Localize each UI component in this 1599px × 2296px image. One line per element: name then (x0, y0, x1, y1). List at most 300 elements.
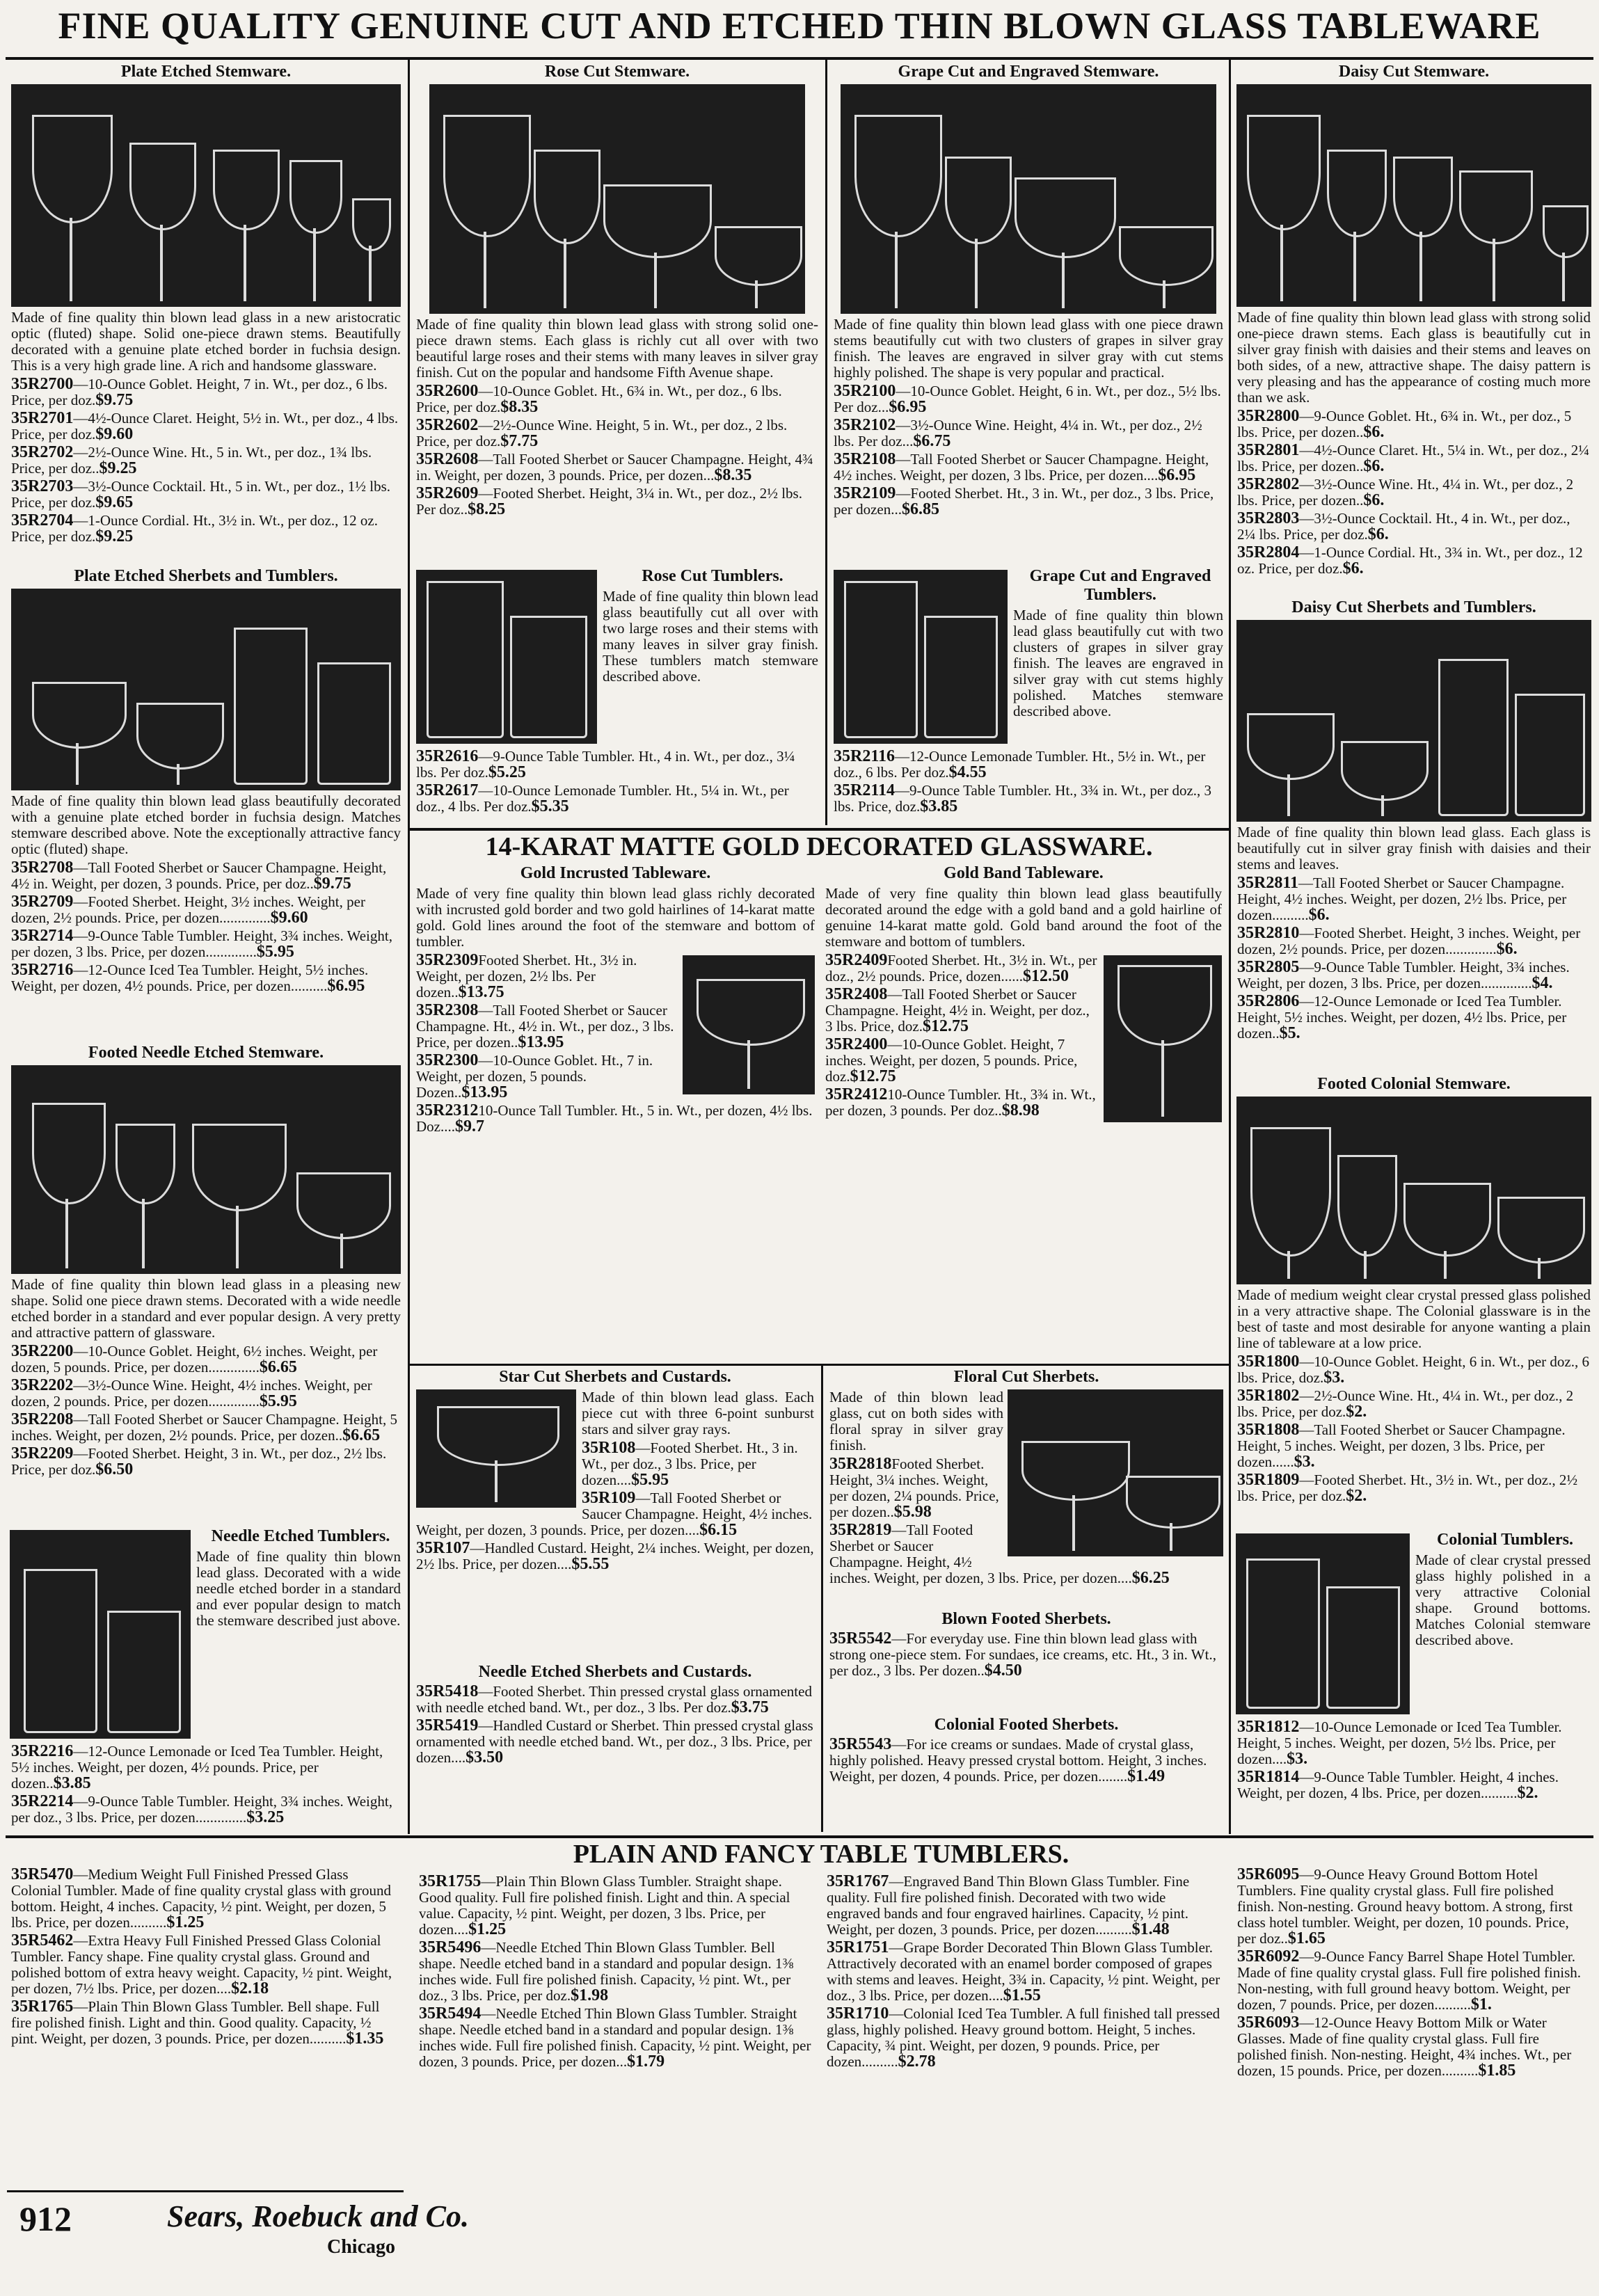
glassware-photo (841, 84, 1216, 314)
item-price: $6.95 (327, 977, 365, 995)
item-description: —3½-Ounce Wine. Height, 4¼ in. Wt., per doz., 2½ lbs. Per doz... (834, 417, 1202, 449)
description: Made of fine quality thin blown lead glass in a new aristocratic optic (fluted) shape. Solid one-piece drawn stems. Beautifully decorated with a genuine plate etched border in fuchsia design. This is a very high grade line. A rich and handsome glassware. (11, 309, 401, 374)
item-list (412, 383, 822, 518)
item-description: —9-Ounce Heavy Ground Bottom Hotel Tumblers. Fine quality crystal glass. Full fire polished finish. Non-nesting. Ground heavy bottom. A strong, first class hotel tumbler. Weight, per dozen, 10 pounds. Price, per doz.. (1237, 1866, 1573, 1947)
catalog-item (1237, 1949, 1591, 2013)
item-number: 35R2704 (11, 511, 74, 529)
item-list (825, 1631, 1227, 1679)
catalog-item (1237, 1422, 1591, 1470)
item-number: 35R2803 (1237, 509, 1300, 527)
catalog-item (1237, 1388, 1591, 1420)
item-number: 35R1751 (827, 1938, 889, 1956)
catalog-item (834, 783, 1223, 815)
item-description: —Footed Sherbet. Height, 3 in. Wt., per doz., 2½ lbs. Price, per doz. (11, 1445, 387, 1478)
item-price: $1.25 (166, 1913, 205, 1931)
glassware-photo (1236, 620, 1591, 822)
item-price: $3. (1294, 1453, 1315, 1471)
item-number: 35R1812 (1237, 1718, 1300, 1736)
item-number: 35R2804 (1237, 543, 1300, 561)
item-number: 35R2300 (416, 1051, 479, 1069)
catalog-item (1237, 1354, 1591, 1386)
catalog-item (416, 383, 818, 415)
item-number: 35R5494 (419, 2004, 482, 2023)
item-number: 35R2114 (834, 781, 896, 799)
glassware-photo (11, 84, 401, 307)
divider (825, 60, 827, 825)
section-heading: Needle Etched Sherbets and Custards. (478, 1663, 752, 1681)
section-heading: Grape Cut and Engraved Tumblers. (1029, 567, 1211, 604)
item-price: $5.35 (531, 797, 569, 815)
item-list (1233, 875, 1595, 1042)
item-price: $9.75 (95, 391, 134, 409)
item-list (822, 1874, 1225, 2070)
item-number: 35R2811 (1237, 874, 1299, 892)
item-number: 35R2308 (416, 1001, 479, 1019)
item-price: $4.55 (948, 763, 987, 781)
item-description: —Handled Custard or Sherbet. Thin pressed crystal glass ornamented with needle etched band. Wt., per doz., 3 lbs. Price, per dozen.... (416, 1717, 813, 1766)
section-rose-tumblers (412, 567, 822, 824)
item-price: $5.55 (571, 1555, 610, 1573)
item-price: $12.50 (1023, 967, 1069, 985)
description: Made of fine quality thin blown lead glass with strong solid one-piece drawn stems. Each glass is beautifully cut in silver gray finish with daisies and their stems and leaves on both sides, of a new, attractive shape. The daisy pattern is very pleasing and has the appearance of costing much more than we ask. (1237, 309, 1591, 406)
item-list (825, 1737, 1227, 1785)
item-price: $6.75 (913, 432, 951, 450)
item-list (829, 383, 1227, 518)
glassware-photo (1236, 1097, 1591, 1284)
catalog-item (419, 1874, 811, 1938)
item-list (7, 1867, 404, 2047)
gold-band (821, 864, 1226, 1361)
item-number: 35R2806 (1237, 992, 1300, 1010)
glassware-photo (416, 1389, 576, 1508)
sub-heading: Gold Band Tableware. (944, 864, 1104, 882)
catalog-item (1237, 1719, 1591, 1767)
item-description: —Tall Footed Sherbet or Saucer Champagne. Height, 4½ inches. Weight, per dozen, 3 lbs. Price, per dozen.... (829, 1522, 1132, 1586)
item-description: —10-Ounce Lemonade or Iced Tea Tumbler. Height, 5 inches. Weight, per dozen, 5½ lbs. Price, per dozen.... (1237, 1719, 1562, 1767)
item-number: 35R2709 (11, 893, 74, 911)
catalog-item (416, 783, 818, 815)
item-price: $12.75 (850, 1067, 896, 1085)
item-description: —Tall Footed Sherbet or Saucer Champagne. Height, 4½ in. Weight, per doz., 3 lbs. Price, doz. (825, 986, 1090, 1035)
catalog-item (834, 417, 1223, 449)
item-description: —9-Ounce Table Tumbler. Height, 3¾ inches. Weight, per dozen, 3 lbs. Price, per dozen.............. (1237, 959, 1570, 991)
glassware-photo (1236, 84, 1591, 307)
item-price: $6. (1496, 940, 1518, 958)
item-description: —Footed Sherbet. Height, 3¼ in. Wt., per doz., 2½ lbs. Per doz.. (416, 485, 802, 518)
item-number: 35R2600 (416, 382, 479, 400)
item-description: —Footed Sherbet. Ht., 3½ in. Wt., per doz., 2½ lbs. Price, per doz. (1237, 1472, 1578, 1504)
item-price: $1.55 (1003, 1986, 1041, 2004)
catalog-item (1237, 443, 1591, 475)
item-description: Footed Sherbet. Height, 3¼ inches. Weight, per dozen, 2¼ pounds. Price, per dozen.. (829, 1456, 999, 1520)
catalog-item (416, 1684, 814, 1716)
catalog-item (11, 445, 401, 477)
description: Made of fine quality thin blown lead glass with strong solid one-piece drawn stems. Each glass is richly cut all over with two beautiful large roses and their stems with many leaves in silver gray finish. Cut on the popular and handsome Fifth Avenue shape. (416, 316, 818, 381)
catalog-item (416, 1718, 814, 1766)
item-description: 10-Ounce Tumbler. Ht., 3¾ in. Wt., per dozen, 3 pounds. Per doz.. (825, 1086, 1096, 1119)
catalog-item (11, 1378, 401, 1410)
item-price: $6. (1342, 559, 1364, 577)
item-number: 35R2400 (825, 1035, 888, 1053)
item-price: $6. (1308, 906, 1330, 924)
catalog-item (1237, 994, 1591, 1042)
item-price: $9.75 (313, 875, 351, 893)
item-number: 35R5496 (419, 1938, 482, 1956)
item-price: $5.95 (631, 1471, 669, 1489)
catalog-item (11, 410, 401, 443)
item-price: $9.60 (95, 425, 134, 443)
item-list (415, 1874, 816, 2070)
item-list (7, 1744, 405, 1826)
item-price: $13.95 (461, 1083, 508, 1101)
item-number: 35R1809 (1237, 1471, 1300, 1489)
item-list (412, 1684, 818, 1766)
item-description: —Tall Footed Sherbet or Saucer Champagne. Height, 5 inches. Weight, per dozen, 2½ pounds. Price, per dozen.. (11, 1411, 398, 1444)
item-number: 35R2214 (11, 1792, 74, 1810)
section-gold-glassware (412, 832, 1226, 1361)
item-description: —Needle Etched Thin Blown Glass Tumbler. Straight shape. Needle etched band in a standard and popular design. 1⅜ inches wide. Full fire polished finish. Capacity, ½ pint. Weight, per dozen, 3 pounds. Price, per dozen... (419, 2005, 811, 2070)
glassware-photo (10, 1530, 191, 1739)
item-description: —2½-Ounce Wine. Ht., 5 in. Wt., per doz., 1¾ lbs. Price, per doz.. (11, 444, 372, 477)
catalog-item (11, 1744, 401, 1792)
catalog-item (1237, 1472, 1591, 1504)
catalog-item (416, 486, 818, 518)
catalog-item (834, 383, 1223, 415)
item-number: 35R2608 (416, 450, 479, 468)
tumbler-column-1 (7, 1865, 404, 2192)
section-plate-sherbets (7, 567, 405, 1040)
item-description: —4½-Ounce Claret. Ht., 5¼ in. Wt., per doz., 2¼ lbs. Price, per dozen.. (1237, 442, 1589, 475)
item-price: $5. (1279, 1024, 1300, 1042)
catalog-item (829, 1737, 1223, 1785)
glassware-photo (1008, 1389, 1223, 1556)
item-description: —9-Ounce Goblet. Ht., 6¾ in. Wt., per doz., 5 lbs. Price, per dozen.. (1237, 408, 1572, 440)
item-price: $1.85 (1478, 2062, 1516, 2080)
item-description: —Footed Sherbet. Ht., 3 in. Wt., per doz., 3 lbs. Price, per dozen... (834, 485, 1214, 518)
item-price: $9.65 (95, 493, 134, 511)
section-heading: PLAIN AND FANCY TABLE TUMBLERS. (573, 1840, 1069, 1869)
item-description: —10-Ounce Lemonade Tumbler. Ht., 5¼ in. Wt., per doz., 4 lbs. Per doz. (416, 782, 789, 815)
item-price: $2.18 (231, 1979, 269, 1998)
item-description: —9-Ounce Table Tumbler. Height, 4 inches. Weight, per dozen, 4 lbs. Price, per dozen.......... (1237, 1769, 1559, 1801)
item-list (7, 376, 405, 545)
item-price: $6.15 (699, 1521, 738, 1539)
item-description: —12-Ounce Iced Tea Tumbler. Height, 5½ inches. Weight, per dozen, 4½ pounds. Price, per dozen.......... (11, 962, 369, 994)
section-heading: Plate Etched Sherbets and Tumblers. (74, 567, 338, 585)
item-description: —1-Ounce Cordial. Ht., 3¾ in. Wt., per doz., 12 oz. Price, per doz. (1237, 544, 1583, 577)
catalog-item (416, 749, 818, 781)
item-price: $1.79 (627, 2052, 665, 2071)
item-price: $5.98 (893, 1503, 932, 1521)
item-number: 35R2412 (825, 1085, 888, 1103)
catalog-item (416, 1540, 814, 1572)
section-heading: Floral Cut Sherbets. (953, 1368, 1099, 1386)
section-heading: Rose Cut Tumblers. (642, 567, 783, 585)
item-number: 35R1765 (11, 1998, 74, 2016)
item-description: —10-Ounce Goblet. Ht., 7 in. Weight, per dozen, 5 pounds. Dozen.. (416, 1052, 653, 1101)
description: Made of fine quality thin blown lead glass beautifully cut all over with two large roses and their stems with many leaves in silver gray finish. These tumblers match stemware described above. (603, 588, 818, 685)
item-number: 35R6093 (1237, 2014, 1300, 2032)
section-heading: Rose Cut Stemware. (544, 63, 690, 81)
catalog-item (419, 2006, 811, 2070)
section-blown-footed (825, 1610, 1227, 1714)
description: Made of fine quality thin blown lead glass in a pleasing new shape. Solid one piece drawn stems. Decorated with a wide needle etched border in a standard and ever popular design. A very pretty and attractive pattern of glassware. (11, 1276, 401, 1341)
catalog-item (11, 513, 401, 545)
catalog-item (11, 1794, 401, 1826)
item-price: $5.25 (488, 763, 526, 781)
item-number: 35R108 (582, 1439, 636, 1457)
divider (410, 1364, 1229, 1366)
item-description: —Footed Sherbet. Height, 3½ inches. Weight, per dozen, 2½ pounds. Price, per dozen.............. (11, 893, 365, 926)
item-price: $8.25 (468, 500, 506, 518)
section-grape-stemware (829, 63, 1227, 564)
section-heading: Grape Cut and Engraved Stemware. (898, 63, 1159, 81)
item-price: $8.35 (714, 466, 752, 484)
item-description: —2½-Ounce Wine. Height, 5 in. Wt., per doz., 2 lbs. Price, per doz. (416, 417, 788, 449)
item-price: $3.85 (53, 1774, 91, 1792)
catalog-item (1237, 959, 1591, 991)
description: Made of clear crystal pressed glass highly polished in a very attractive Colonial shape. Ground bottoms. Matches Colonial stemware described above. (1415, 1552, 1591, 1648)
item-number: 35R2216 (11, 1742, 74, 1760)
catalog-item (11, 1344, 401, 1376)
item-description: —10-Ounce Goblet. Height, 6½ inches. Weight, per dozen, 5 pounds. Price, per dozen.............. (11, 1343, 378, 1376)
item-price: $1.98 (571, 1986, 609, 2004)
item-number: 35R5418 (416, 1682, 479, 1700)
item-price: $1.35 (346, 2030, 384, 2048)
item-description: —Tall Footed Sherbet or Saucer Champagne. Ht., 4½ in. Wt., per doz., 3 lbs. Price, per dozen.. (416, 1002, 674, 1051)
section-heading: Star Cut Sherbets and Custards. (499, 1368, 731, 1386)
item-price: $1.48 (1131, 1920, 1170, 1938)
catalog-item (11, 1446, 401, 1478)
item-description: —3½-Ounce Cocktail. Ht., 5 in. Wt., per doz., 1½ lbs. Price, per doz. (11, 478, 391, 511)
section-heading: Colonial Tumblers. (1436, 1531, 1574, 1549)
item-number: 35R2102 (834, 416, 896, 434)
item-number: 35R1800 (1237, 1353, 1300, 1371)
catalog-item (1237, 1867, 1591, 1947)
item-description: —Needle Etched Thin Blown Glass Tumbler. Bell shape. Needle etched band in a standard and popular design. 1⅜ inches wide. Full fire polished finish. Capacity, ½ pint. Wt., per doz., 3 lbs. Price, per doz. (419, 1939, 794, 2004)
catalog-item (827, 1940, 1220, 2004)
description: Made of fine quality thin blown lead glass beautifully decorated with a genuine plate etched border in fuchsia design. Matches stemware described above. Note the exceptionally attractive fancy optic (fluted) shape. (11, 792, 401, 857)
item-number: 35R2800 (1237, 407, 1300, 425)
item-description: —10-Ounce Goblet. Height, 7 in. Wt., per doz., 6 lbs. Price, per doz. (11, 376, 388, 408)
section-colonial-tumblers (1233, 1531, 1595, 1833)
item-number: 35R2714 (11, 927, 74, 945)
item-number: 35R2701 (11, 409, 74, 427)
item-price: $6. (1363, 491, 1385, 509)
item-description: —12-Ounce Lemonade Tumbler. Ht., 5½ in. Wt., per doz., 6 lbs. Per doz. (834, 748, 1206, 781)
section-heading: Colonial Footed Sherbets. (934, 1716, 1119, 1734)
catalog-item (11, 894, 401, 926)
company-name: Sears, Roebuck and Co. (167, 2199, 469, 2233)
item-price: $6. (1363, 423, 1385, 441)
item-price: $4. (1532, 974, 1553, 992)
item-number: 35R5462 (11, 1931, 74, 1950)
item-number: 35R107 (416, 1539, 470, 1557)
item-description: —3½-Ounce Wine. Height, 4½ inches. Weight, per dozen, 2 pounds. Price, per dozen.............. (11, 1377, 372, 1410)
item-number: 35R1710 (827, 2004, 889, 2023)
item-number: 35R2108 (834, 450, 896, 468)
item-description: —12-Ounce Heavy Bottom Milk or Water Glasses. Made of fine quality crystal glass. Full fire polished finish. Non-nesting. Height, 4¾ inches. Wt., per dozen, 15 pounds. Price, per dozen.......... (1237, 2014, 1572, 2079)
glassware-photo (1104, 955, 1222, 1122)
item-description: —Plain Thin Blown Glass Tumbler. Straight shape. Good quality. Full fire polished finish. Light and thin. A special value. Capacity, ½ pint. Weight, per dozen, 3 lbs. Price, per dozen.... (419, 1873, 790, 1938)
item-description: —9-Ounce Fancy Barrel Shape Hotel Tumbler. Made of fine quality crystal glass. Full fire polished finish. Non-nesting, with full ground heavy bottom. Weight, per dozen, 7 pounds. Price, per dozen.......... (1237, 1948, 1581, 2013)
catalog-item (834, 452, 1223, 484)
gold-incrusted (412, 864, 819, 1361)
catalog-item (827, 1874, 1220, 1938)
item-number: 35R6095 (1237, 1865, 1300, 1883)
item-number: 35R2202 (11, 1376, 74, 1394)
item-price: $3.25 (246, 1808, 285, 1826)
item-price: $5.95 (259, 1392, 297, 1410)
item-price: $6.95 (1158, 466, 1196, 484)
section-colonial-stemware (1233, 1075, 1595, 1527)
item-number: 35R2109 (834, 484, 896, 502)
item-description: —Colonial Iced Tea Tumbler. A full finished tall pressed glass, highly polished. Heavy ground bottom. Height, 5 inches. Capacity, ¾ pint. Weight, per dozen, 9 pounds. Price, per dozen.......... (827, 2005, 1220, 2070)
item-description: —10-Ounce Goblet. Ht., 6¾ in. Wt., per doz., 6 lbs. Price, per doz. (416, 383, 782, 415)
catalog-item (11, 479, 401, 511)
section-needle-sherbets (412, 1663, 818, 1833)
item-number: 35R2609 (416, 484, 479, 502)
item-description: —Engraved Band Thin Blown Glass Tumbler. Fine quality. Full fire polished finish. Decorated with two wide engraved bands and four engraved hairlines. Capacity, ½ pint. Weight, per dozen, 3 pounds. Price, per dozen.......... (827, 1873, 1190, 1938)
item-number: 35R2602 (416, 416, 479, 434)
item-price: $5.95 (256, 943, 294, 961)
catalog-item (1237, 477, 1591, 509)
item-price: $1.49 (1127, 1767, 1166, 1785)
catalog-item (419, 1940, 811, 2004)
glassware-photo (11, 1065, 401, 1274)
item-price: $1.25 (468, 1920, 507, 1938)
description: Made of very fine quality thin blown lead glass richly decorated with incrusted gold border and two gold hairlines of 14-karat matte gold. Gold lines around the foot of the stemware and bottom of tumbler. (416, 885, 815, 950)
page-title: FINE QUALITY GENUINE CUT AND ETCHED THIN BLOWN GLASS TABLEWARE (58, 5, 1541, 47)
item-price: $6.65 (259, 1358, 297, 1376)
item-price: $6.95 (889, 398, 927, 416)
catalog-item (829, 1631, 1223, 1679)
section-colonial-footed (825, 1716, 1227, 1834)
glassware-photo (683, 955, 815, 1094)
item-number: 35R1755 (419, 1872, 482, 1890)
item-description: —Footed Sherbet. Height, 3 inches. Weight, per dozen, 2½ pounds. Price, per dozen.............. (1237, 925, 1581, 957)
item-number: 35R2810 (1237, 924, 1300, 942)
catalog-item (11, 376, 401, 408)
item-description: —9-Ounce Table Tumbler. Ht., 4 in. Wt., per doz., 3¼ lbs. Per doz. (416, 748, 795, 781)
glassware-photo (429, 84, 805, 314)
section-daisy-sherbets (1233, 598, 1595, 1071)
item-price: $8.98 (1001, 1101, 1040, 1119)
item-price: $6. (1367, 525, 1389, 543)
item-description: —For ice creams or sundaes. Made of crystal glass, highly polished. Heavy pressed crystal bottom. Height, 3 inches. Weight, per dozen, 4 pounds. Price, per dozen........ (829, 1736, 1207, 1785)
item-description: —2½-Ounce Wine. Ht., 4¼ in. Wt., per doz., 2 lbs. Price, per doz. (1237, 1387, 1574, 1420)
item-description: —1-Ounce Cordial. Ht., 3½ in. Wt., per doz., 12 oz. Price, per doz. (11, 512, 378, 545)
item-price: $6.85 (901, 500, 939, 518)
item-description: —Tall Footed Sherbet or Saucer Champagne. Height, 4¾ in. Weight, per dozen, 3 pounds. Price, per dozen... (416, 451, 813, 484)
item-price: $9.7 (455, 1117, 484, 1135)
item-price: $13.75 (458, 983, 504, 1001)
item-number: 35R5470 (11, 1865, 74, 1883)
item-number: 35R2409 (825, 951, 888, 969)
section-heading: Footed Needle Etched Stemware. (88, 1044, 324, 1062)
section-heading: Blown Footed Sherbets. (941, 1610, 1111, 1628)
catalog-item (1237, 1769, 1591, 1801)
item-description: —Plain Thin Blown Glass Tumbler. Bell shape. Full fire polished finish. Light and thin. Good quality. Capacity, ½ pint. Weight, per dozen, 3 pounds. Price, per dozen.......... (11, 1998, 380, 2047)
item-number: 35R5543 (829, 1735, 892, 1753)
description: Made of fine quality thin blown lead glass. Each glass is beautifully cut in silver gray finish with daisies and their stems and leaves. (1237, 824, 1591, 872)
item-price: $1.65 (1287, 1929, 1326, 1947)
item-price: $2.78 (898, 2052, 936, 2071)
item-description: —12-Ounce Lemonade or Iced Tea Tumbler. Height, 5½ inches. Weight, per dozen, 4½ pounds. Price, per dozen.. (11, 1743, 383, 1792)
glassware-photo (834, 570, 1008, 744)
item-number: 35R2616 (416, 747, 479, 765)
item-description: —3½-Ounce Cocktail. Ht., 4 in. Wt., per doz., 2¼ lbs. Price, per doz. (1237, 510, 1570, 543)
divider (1229, 60, 1231, 1834)
item-number: 35R1802 (1237, 1387, 1300, 1405)
tumbler-column-3 (822, 1872, 1225, 2289)
tumbler-column-2 (415, 1872, 816, 2289)
item-list (1233, 1354, 1595, 1504)
section-heading: Plate Etched Stemware. (120, 63, 292, 81)
catalog-item (11, 1999, 399, 2047)
item-price: $9.25 (95, 527, 134, 545)
catalog-item (1237, 511, 1591, 543)
item-description: —Footed Sherbet. Ht., 3 in. Wt., per doz., 3 lbs. Price, per dozen.... (582, 1440, 798, 1488)
item-price: $3.75 (731, 1698, 769, 1716)
catalog-item (834, 486, 1223, 518)
item-description: —Handled Custard. Height, 2¼ inches. Weight, per dozen, 2½ lbs. Price, per dozen.... (416, 1540, 814, 1572)
item-number: 35R1814 (1237, 1768, 1300, 1786)
sub-heading: Gold Incrusted Tableware. (520, 864, 711, 882)
item-description: —For everyday use. Fine thin blown lead glass with strong one-piece stem. For sundaes, ice creams, etc. Ht., 3 in. Wt., per doz., 3 lbs. Per dozen.. (829, 1630, 1216, 1679)
item-price: $6.50 (95, 1460, 134, 1478)
item-number: 35R2818 (829, 1455, 892, 1473)
item-price: $2. (1346, 1403, 1367, 1421)
description: Made of fine quality thin blown lead glass with one piece drawn stems beautifully cut with two clusters of grapes in silver gray finish. The leaves are engraved in silver gray with cut stems highly polished. The shape is very popular and practical. (834, 316, 1223, 381)
item-price: $13.95 (518, 1033, 564, 1051)
item-description: —Tall Footed Sherbet or Saucer Champagne. Height, 4½ inches. Weight, per dozen, 3 lbs. Price, per dozen.... (834, 451, 1209, 484)
item-description: —Tall Footed Sherbet or Saucer Champagne. Height, 5 inches. Weight, per dozen, 3 lbs. Price, per dozen...... (1237, 1421, 1566, 1470)
item-number: 35R2805 (1237, 958, 1300, 976)
glassware-photo (11, 589, 401, 790)
section-daisy-stemware (1233, 63, 1595, 591)
description: Made of fine quality thin blown lead glass. Decorated with a wide needle etched border in a standard and ever popular design to match the stemware described just above. (196, 1548, 401, 1629)
divider (6, 57, 1593, 60)
catalog-item (11, 1867, 399, 1931)
item-price: $2. (1346, 1487, 1367, 1505)
item-description: 10-Ounce Tall Tumbler. Ht., 5 in. Wt., per dozen, 4½ lbs. Doz.... (416, 1102, 813, 1135)
catalog-item (11, 860, 401, 892)
item-price: $1. (1470, 1995, 1492, 2014)
divider (6, 1835, 1593, 1838)
item-number: 35R2819 (829, 1521, 892, 1539)
section-needle-stemware (7, 1044, 405, 1524)
section-heading: Daisy Cut Sherbets and Tumblers. (1291, 598, 1536, 616)
section-star-cut (412, 1368, 818, 1660)
item-number: 35R2708 (11, 859, 74, 877)
description: Made of thin blown lead glass, cut on both sides with floral spray in silver gray finish. (829, 1389, 1003, 1453)
section-rose-stemware (412, 63, 822, 564)
item-description: Footed Sherbet. Ht., 3½ in. Weight, per dozen, 2½ lbs. Per dozen.. (416, 952, 637, 1000)
item-description: —3½-Ounce Wine. Ht., 4¼ in. Wt., per doz., 2 lbs. Price, per dozen.. (1237, 476, 1574, 509)
item-description: —Tall Footed Sherbet or Saucer Champagne. Height, 4½ inches. Weight, per dozen, 2½ lbs. Price, per dozen.......... (1237, 875, 1567, 923)
item-number: 35R2312 (416, 1101, 479, 1119)
item-description: —9-Ounce Table Tumbler. Height, 3¾ inches. Weight, per doz., 3 lbs. Price, per dozen.............. (11, 1793, 392, 1826)
item-description: —9-Ounce Table Tumbler. Height, 3¾ inches. Weight, per dozen, 3 lbs. Price, per dozen.............. (11, 927, 392, 960)
item-description: —4½-Ounce Claret. Height, 5½ in. Wt., per doz., 4 lbs. Price, per doz. (11, 410, 399, 443)
item-number: 35R2100 (834, 382, 896, 400)
item-price: $2. (1517, 1784, 1538, 1802)
catalog-item (1237, 2015, 1591, 2079)
item-number: 35R2702 (11, 443, 74, 461)
item-price: $6.65 (342, 1426, 381, 1444)
item-number: 35R1767 (827, 1872, 889, 1890)
